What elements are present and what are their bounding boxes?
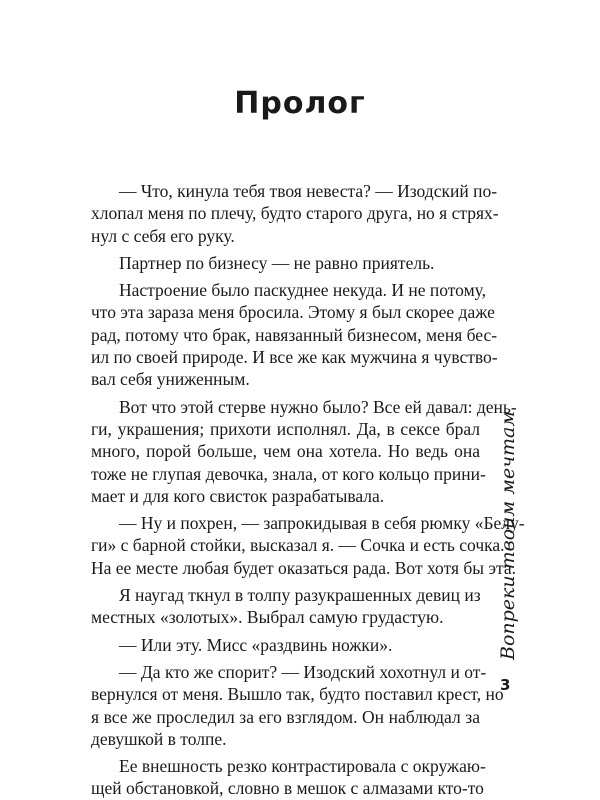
text-line: что эта зараза меня бросила. Этому я был скорее даже — [91, 302, 495, 323]
paragraph — [91, 755, 486, 800]
text-line: — Или эту. Мисс «раздвинь ножки». — [119, 634, 393, 655]
text-line: хлопал меня по плечу, будто старого друга, но я стрях- — [91, 203, 499, 224]
text-line: я все же проследил за его взглядом. Он наблюдал за — [91, 706, 480, 727]
paragraph — [91, 252, 480, 274]
paragraph — [91, 661, 504, 750]
text-line: нул с себя его руку. — [91, 225, 235, 246]
text-line: ги, украшения; прихоти исполнял. Да, в сексе брал — [91, 418, 480, 439]
paragraph — [91, 634, 480, 656]
paragraph — [91, 584, 480, 629]
text-line: местных «золотых». Выбрал самую грудастую. — [91, 607, 444, 628]
text-line: тоже не глупая девочка, знала, от кого кольцо прини- — [91, 463, 486, 484]
running-side-title: Вопреки твоим мечтам — [497, 410, 519, 660]
text-line: вернулся от меня. Вышло так, будто поставил крест, но — [91, 684, 504, 705]
text-line: рад, потому что брак, навязанный бизнесом, меня бес- — [91, 324, 498, 345]
text-line: — Ну и похрен, — запрокидывая в себя рюмку «Белу- — [119, 513, 525, 534]
text-line: щей обстановкой, словно в мешок с алмазами кто-то — [91, 778, 484, 799]
page-number: 3 — [500, 676, 511, 694]
text-line: много, порой больше, чем она хотела. Но ведь она — [91, 441, 480, 462]
paragraph — [91, 279, 498, 390]
text-line: Настроение было паскуднее некуда. И не потому, — [119, 280, 487, 301]
text-line: вал себя униженным. — [91, 369, 250, 390]
paragraph — [91, 396, 517, 507]
text-line: Вот что этой стерве нужно было? Все ей давал: день- — [119, 396, 517, 417]
text-line: ил по своей природе. И все же как мужчина я чувство- — [91, 347, 498, 368]
text-line: Ее внешность резко контрастировала с окружаю- — [119, 756, 486, 777]
text-line: девушкой в толпе. — [91, 728, 227, 749]
text-line: ги» с барной стойки, высказал я. — Сочка и есть сочка. — [91, 535, 505, 556]
text-line: — Да кто же спорит? — Изодский хохотнул и от- — [119, 661, 487, 682]
text-line: Партнер по бизнесу — не равно приятель. — [119, 252, 435, 273]
paragraph — [91, 512, 525, 579]
paragraph — [91, 180, 499, 247]
chapter-title: Пролог — [234, 86, 366, 121]
text-line: мает и для кого свисток разрабатывала. — [91, 485, 385, 506]
text-line: На ее месте любая будет оказаться рада. Вот хотя бы эта. — [91, 557, 516, 578]
text-line: Я наугад ткнул в толпу разукрашенных девиц из — [119, 585, 481, 606]
text-line: — Что, кинула тебя твоя невеста? — Изодский по- — [119, 181, 498, 201]
